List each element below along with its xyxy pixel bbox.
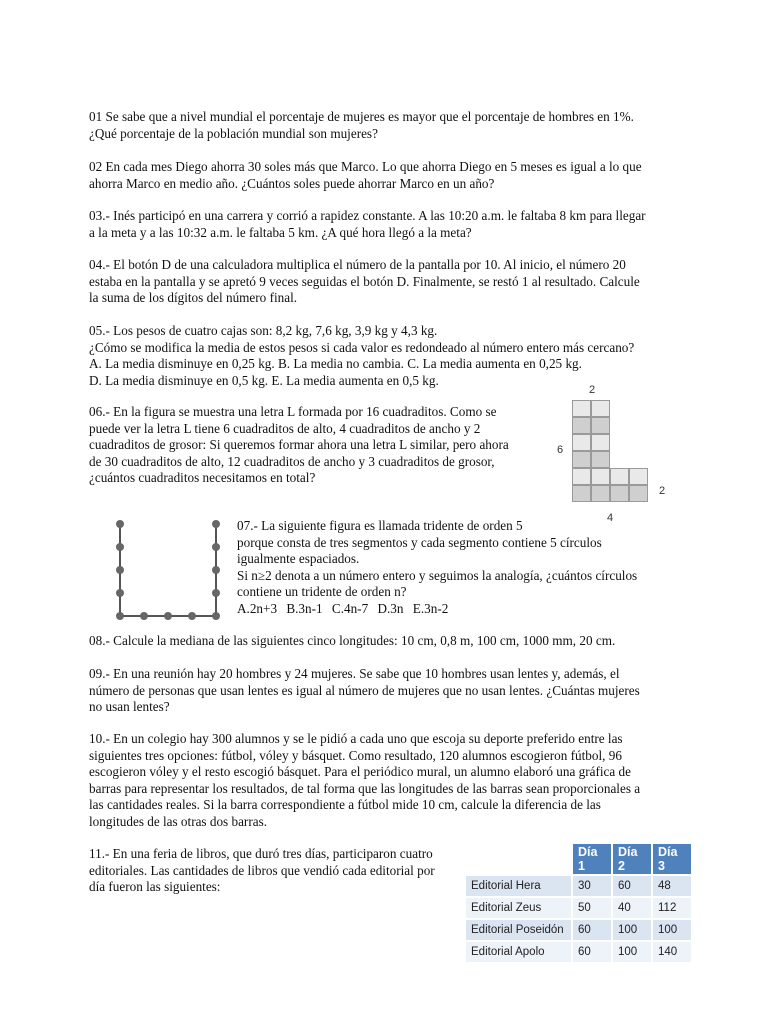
question-01 xyxy=(89,109,679,142)
q04-line: la suma de los dígitos del número final. xyxy=(89,290,298,305)
trident-circle xyxy=(212,543,220,551)
q06-line: puede ver la letra L tiene 6 cuadraditos de alto, 4 cuadraditos de ancho y 2 xyxy=(89,420,481,436)
trident-circle xyxy=(164,612,172,620)
table-header-day-1: Día 1 xyxy=(573,844,611,874)
q11-line: 11.- En una feria de libros, que duró tres días, participaron cuatro xyxy=(89,846,433,861)
q01-line: ¿Qué porcentaje de la población mundial son mujeres? xyxy=(89,125,378,141)
l-figure-cell xyxy=(610,485,629,502)
table-cell-value: 30 xyxy=(573,876,611,896)
table-row xyxy=(466,898,691,918)
q06-line: 06.- En la figura se muestra una letra L formada por 16 cuadraditos. Como se xyxy=(89,404,497,419)
q09-line: número de personas que usan lentes es igual al número de mujeres que no usan lentes. ¿Cuántas mujeres xyxy=(89,682,640,698)
q03-line: a la meta y a las 10:32 a.m. le faltaba 5 km. ¿A qué hora llegó a la meta? xyxy=(89,224,472,240)
l-figure-cell xyxy=(572,400,591,417)
book-sales-table xyxy=(464,842,693,964)
trident-circle xyxy=(140,612,148,620)
table-cell-value: 112 xyxy=(653,898,691,918)
q07-option-c: C.4n-7 xyxy=(331,600,369,616)
q10-line: barras para representar los resultados, de tal forma que las longitudes de las barras sean proporcionales a xyxy=(89,780,641,796)
l-figure-left-label: 6 xyxy=(557,444,564,456)
q06-line: ¿cuántos cuadraditos necesitamos en total? xyxy=(89,470,316,485)
q07-line: igualmente espaciados. xyxy=(237,551,360,566)
q05-option-line: A. La media disminuye en 0,25 kg. B. La media no cambia. C. La media aumenta en 0,25 kg. xyxy=(89,356,582,371)
q11-line: editoriales. Las cantidades de libros que vendió cada editorial por xyxy=(89,862,435,878)
l-figure-cell xyxy=(591,485,610,502)
trident-circle xyxy=(116,589,124,597)
q10-line: escogieron vóley y el resto escogió básquet. Para el periódico mural, un alumno elaboró una gráfica de xyxy=(89,764,631,779)
table-header-day-2: Día 2 xyxy=(613,844,651,874)
trident-circle xyxy=(116,612,124,620)
table-header-day-3: Día 3 xyxy=(653,844,691,874)
question-05 xyxy=(89,323,679,389)
trident-circle xyxy=(212,589,220,597)
table-cell-publisher: Editorial Apolo xyxy=(466,942,571,962)
table-row xyxy=(466,942,691,962)
table-cell-value: 60 xyxy=(613,876,651,896)
q07-line: Si n≥2 denota a un número entero y seguimos la analogía, ¿cuántos círculos xyxy=(237,567,638,583)
l-figure-cell xyxy=(591,468,610,485)
l-figure-cell xyxy=(591,400,610,417)
l-figure-cell xyxy=(610,468,629,485)
l-figure-cell xyxy=(572,417,591,434)
l-figure-cell xyxy=(591,451,610,468)
q03-line: 03.- Inés participó en una carrera y corrió a rapidez constante. A las 10:20 a.m. le faltaba 8 km para llegar xyxy=(89,208,646,223)
l-figure-cell xyxy=(572,434,591,451)
question-04 xyxy=(89,257,679,307)
q05-option-line: D. La media disminuye en 0,5 kg. E. La media aumenta en 0,5 kg. xyxy=(89,372,439,388)
q07-option-a: A.2n+3 xyxy=(237,600,278,616)
table-cell-value: 48 xyxy=(653,876,691,896)
table-cell-value: 60 xyxy=(573,942,611,962)
q07-option-d: D.3n xyxy=(377,600,404,616)
q07-line: 07.- La siguiente figura es llamada tridente de orden 5 xyxy=(237,518,523,533)
table-cell-value: 40 xyxy=(613,898,651,918)
q05-line: 05.- Los pesos de cuatro cajas son: 8,2 kg, 7,6 kg, 3,9 kg y 4,3 kg. xyxy=(89,323,438,338)
trident-circles xyxy=(116,520,220,620)
table-row xyxy=(466,876,691,896)
table-cell-value: 60 xyxy=(573,920,611,940)
trident-circle xyxy=(212,520,220,528)
table-cell-value: 100 xyxy=(613,920,651,940)
q07-options xyxy=(237,601,678,618)
l-shape-figure xyxy=(552,382,682,522)
q05-line: ¿Cómo se modifica la media de estos pesos si cada valor es redondeado al número entero más cercano? xyxy=(89,339,635,355)
table-header-row xyxy=(466,844,691,874)
table-cell-publisher: Editorial Poseidón xyxy=(466,920,571,940)
table-cell-publisher: Editorial Zeus xyxy=(466,898,571,918)
q09-line: no usan lentes? xyxy=(89,699,170,714)
table-corner-cell xyxy=(466,844,571,874)
table-cell-publisher: Editorial Hera xyxy=(466,876,571,896)
l-figure-top-label: 2 xyxy=(589,384,596,396)
question-06 xyxy=(89,404,544,487)
q06-line: de 30 cuadraditos de alto, 12 cuadraditos de ancho y 3 cuadraditos de grosor, xyxy=(89,453,495,469)
table-cell-value: 50 xyxy=(573,898,611,918)
q04-line: estaba en la pantalla y se apretó 9 veces seguidas el botón D. Finalmente, se restó 1 al resultado. Calcule xyxy=(89,273,640,289)
question-09 xyxy=(89,666,679,716)
q10-line: longitudes de las otras dos barras. xyxy=(89,813,267,829)
q07-option-e: E.3n-2 xyxy=(412,600,449,616)
q02-line: 02 En cada mes Diego ahorra 30 soles más que Marco. Lo que ahorra Diego en 5 meses es igual a lo que xyxy=(89,159,642,174)
q04-line: 04.- El botón D de una calculadora multiplica el número de la pantalla por 10. Al inicio, el número 20 xyxy=(89,257,626,272)
trident-circle xyxy=(212,566,220,574)
l-figure-bottom-label: 4 xyxy=(607,512,614,524)
q10-line: 10.- En un colegio hay 300 alumnos y se le pidió a cada uno que escoja su deporte preferido entre las xyxy=(89,731,623,746)
q10-line: siguientes tres opciones: fútbol, vóley y básquet. Como resultado, 120 alumnos escogieron fútbol, 96 xyxy=(89,747,622,763)
q09-line: 09.- En una reunión hay 20 hombres y 24 mujeres. Se sabe que 10 hombres usan lentes y, además, el xyxy=(89,666,620,681)
l-figure-cell xyxy=(572,451,591,468)
table-cell-value: 100 xyxy=(613,942,651,962)
q02-line: ahorra Marco en medio año. ¿Cuántos soles puede ahorrar Marco en un año? xyxy=(89,175,495,191)
q08-line: 08.- Calcule la mediana de las siguientes cinco longitudes: 10 cm, 0,8 m, 100 cm, 1000 mm, 20 cm. xyxy=(89,633,616,648)
l-figure-cell xyxy=(572,468,591,485)
question-03 xyxy=(89,208,679,241)
question-10 xyxy=(89,731,679,830)
q07-option-b: B.3n-1 xyxy=(286,600,323,616)
table-row xyxy=(466,920,691,940)
q07-line: porque consta de tres segmentos y cada segmento contiene 5 círculos xyxy=(237,534,602,550)
trident-figure xyxy=(108,516,228,631)
q07-line: contiene un tridente de orden n? xyxy=(237,584,407,599)
l-figure-cell xyxy=(591,434,610,451)
l-figure-right-label: 2 xyxy=(659,485,666,497)
q06-line: cuadraditos de grosor: Si queremos formar ahora una letra L similar, pero ahora xyxy=(89,437,509,452)
trident-circle xyxy=(188,612,196,620)
question-11 xyxy=(89,846,454,896)
table-cell-value: 140 xyxy=(653,942,691,962)
l-figure-cell xyxy=(629,468,648,485)
trident-circle xyxy=(116,520,124,528)
l-figure-cell xyxy=(572,485,591,502)
trident-circle xyxy=(116,543,124,551)
table-cell-value: 100 xyxy=(653,920,691,940)
trident-circle xyxy=(212,612,220,620)
question-02 xyxy=(89,159,679,192)
q10-line: las cantidades reales. Si la barra correspondiente a fútbol mide 10 cm, calcule la diferencia de las xyxy=(89,797,601,812)
question-07 xyxy=(237,518,678,617)
trident-circle xyxy=(116,566,124,574)
q11-line: día fueron las siguientes: xyxy=(89,879,221,894)
trident-segments xyxy=(120,524,216,616)
l-figure-cell xyxy=(629,485,648,502)
question-08 xyxy=(89,633,679,650)
q01-line: 01 Se sabe que a nivel mundial el porcentaje de mujeres es mayor que el porcentaje de hombres en 1%. xyxy=(89,109,634,124)
l-figure-cell xyxy=(591,417,610,434)
